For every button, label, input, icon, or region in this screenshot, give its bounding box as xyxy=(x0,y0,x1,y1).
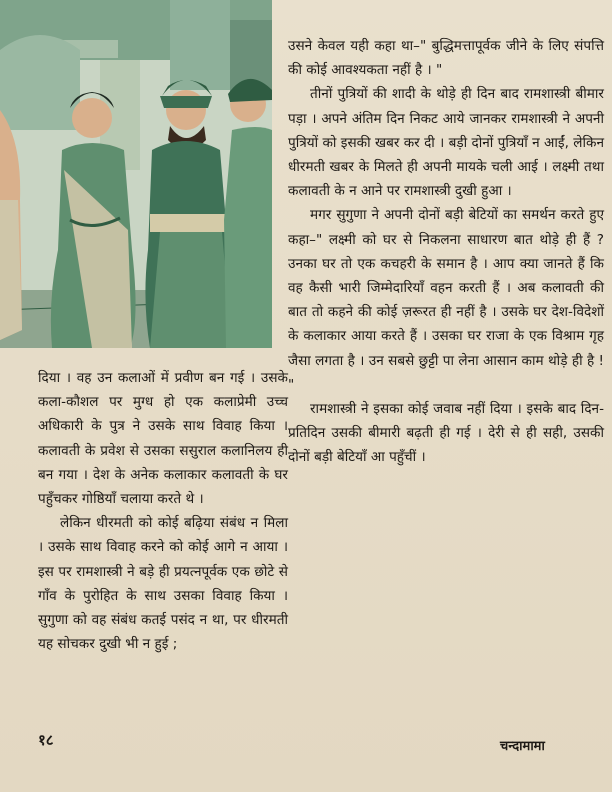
illustration-art xyxy=(0,0,272,348)
magazine-title: चन्दामामा xyxy=(500,739,545,754)
left-column xyxy=(38,366,288,656)
paragraph: उसने केवल यही कहा था–" बुद्धिमत्तापूर्वक जीने के लिए संपत्ति की कोई आवश्यकता नहीं है । " xyxy=(288,38,604,79)
paragraph: मगर सुगुणा ने अपनी दोनों बड़ी बेटियों का समर्थन करते हुए कहा–" लक्ष्मी को घर से निकलना साधारण बात थोड़े ही हैं ? उनका घर तो एक कचहरी के समान है । आप क्या जानते हैं कि वह कैसी भारी जिम्मेदारियाँ वहन करती हैं । अब कलावती की बात तो कहने की कोई ज़रूरत ही नहीं है । उसके घर देश-विदेशों के कलाकार आया करते हैं । उसका घर राजा के एक विश्राम गृह जैसा लगता है । उन सबसे छुट्टी पा लेना आसान काम थोड़े ही है ! " xyxy=(288,207,604,393)
page-number: १८ xyxy=(38,731,54,749)
right-column xyxy=(288,34,604,470)
paragraph: तीनों पुत्रियों की शादी के थोड़े ही दिन बाद रामशास्त्री बीमार पड़ा । अपने अंतिम दिन निकट आये जानकर रामशास्त्री ने अपनी पुत्रियों को इसकी खबर कर दी । बड़ी दोनों पुत्रियाँ न आईं, लेकिन धीरमती खबर के मिलते ही अपनी मायके चली आई । लक्ष्मी तथा कलावती के न आने पर रामशास्त्री दुखी हुआ । xyxy=(288,86,604,200)
illustration-panel xyxy=(0,0,272,348)
paragraph: लेकिन धीरमती को कोई बढ़िया संबंध न मिला । उसके साथ विवाह करने को कोई आगे न आया । इस पर रामशास्त्री ने बड़े ही प्रयत्नपूर्वक एक छोटे से गाँव के पुरोहित के साथ उसका विवाह किया । सुगुणा को वह संबंध कतई पसंद न था, पर धीरमती यह सोचकर दुखी भी न हुई ; xyxy=(38,515,288,653)
paragraph: रामशास्त्री ने इसका कोई जवाब नहीं दिया । इसके बाद दिन-प्रतिदिन उसकी बीमारी बढ़ती ही गई । देरी से ही सही, उसकी दोनों बड़ी बेटियाँ आ पहुँचीं । xyxy=(288,401,604,466)
paragraph: दिया । वह उन कलाओं में प्रवीण बन गई । उसके कला-कौशल पर मुग्ध हो एक कलाप्रेमी उच्च अधिकारी के पुत्र ने उसके साथ विवाह किया । कलावती के प्रवेश से उसका ससुराल कलानिलय ही बन गया । देश के अनेक कलाकार कलावती के घर पहुँचकर गोष्ठियाँ चलाया करते थे । xyxy=(38,370,288,508)
